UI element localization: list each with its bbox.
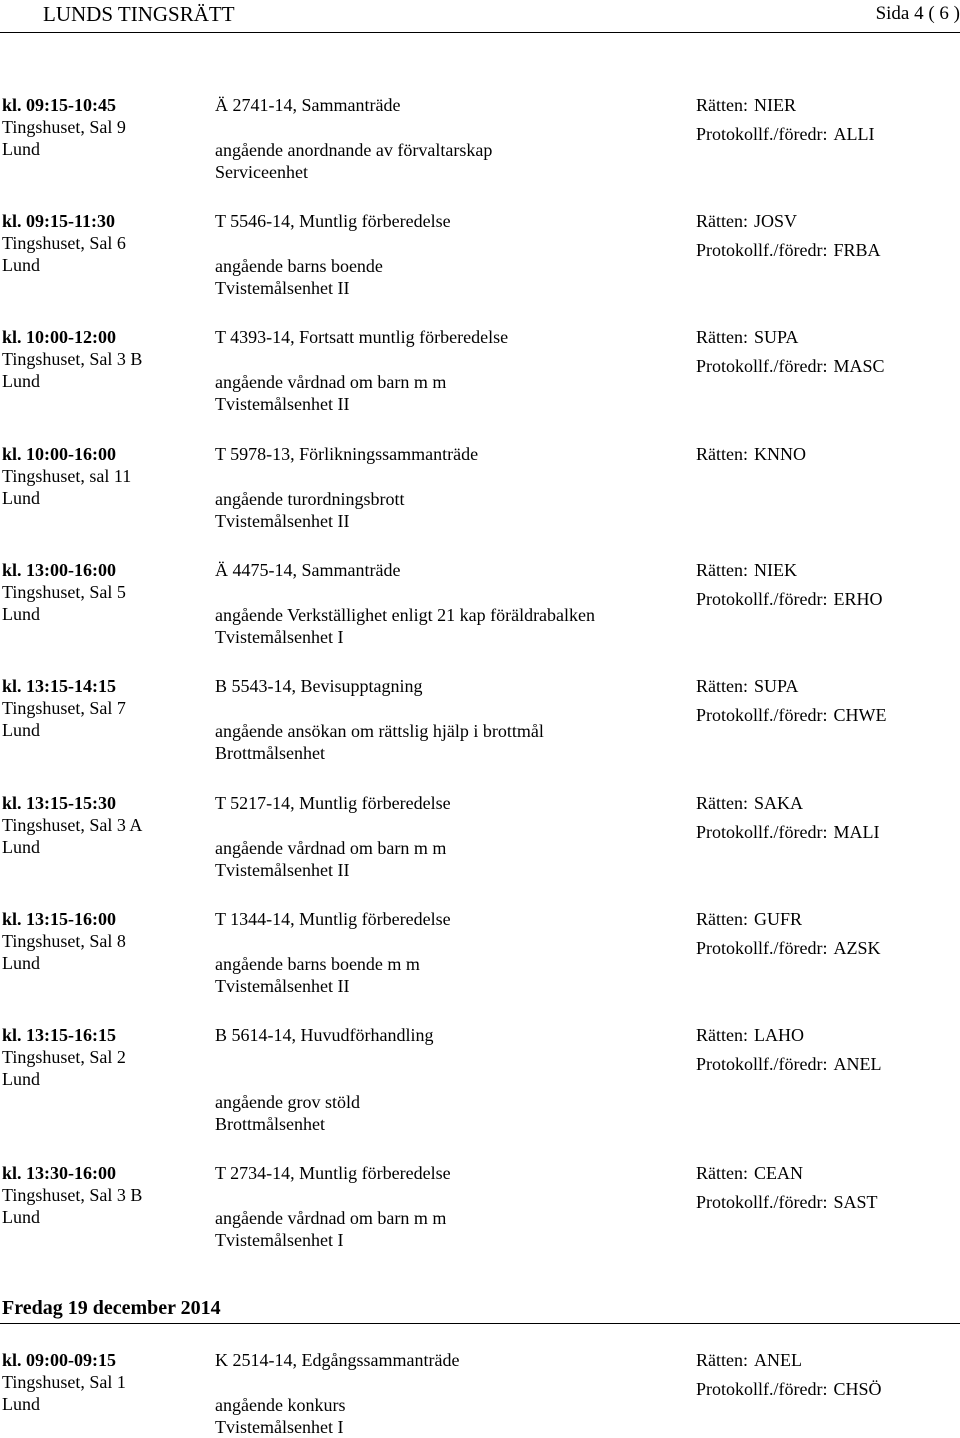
session-time: kl. 09:15-11:30 [2,211,116,231]
judge-line [696,908,802,930]
judge-line [696,210,797,232]
session-room: Tingshuset, Sal 6 [2,233,126,253]
clerk-line [696,355,885,377]
session-entry [0,1024,960,1154]
case-description: angående turordningsbrott [215,489,405,509]
court-unit: Tvistemålsenhet II [215,278,350,298]
session-room: Tingshuset, Sal 3 B [2,349,143,369]
clerk-line [696,704,886,726]
judge-label: Rätten: [696,444,748,464]
session-time: kl. 13:15-16:15 [2,1025,116,1045]
session-room: Tingshuset, Sal 8 [2,931,126,951]
case-title: T 5978-13, Förlikningssammanträde [215,444,479,464]
case-title: T 5546-14, Muntlig förberedelse [215,211,451,231]
clerk-label: Protokollf./föredr: [696,124,828,144]
clerk-code: CHSÖ [833,1379,882,1399]
session-city: Lund [2,139,40,159]
judge-line [696,675,798,697]
clerk-code: MASC [833,356,885,376]
judge-label: Rätten: [696,1163,748,1183]
court-unit: Tvistemålsenhet I [215,627,344,647]
session-entry [0,1349,960,1435]
session-entry [0,210,960,320]
court-unit: Tvistemålsenhet II [215,976,350,996]
clerk-code: ERHO [833,589,883,609]
judge-label: Rätten: [696,560,748,580]
clerk-line [696,588,882,610]
clerk-code: ANEL [833,1054,882,1074]
clerk-label: Protokollf./föredr: [696,1054,828,1074]
clerk-code: SAST [833,1192,878,1212]
session-time: kl. 10:00-12:00 [2,327,116,347]
clerk-label: Protokollf./föredr: [696,1192,828,1212]
session-city: Lund [2,604,40,624]
session-time: kl. 09:15-10:45 [2,95,116,115]
clerk-label: Protokollf./föredr: [696,240,828,260]
session-time: kl. 13:15-14:15 [2,676,116,696]
judge-line [696,443,806,465]
judge-code: SUPA [754,327,799,347]
judge-line [696,559,797,581]
court-unit: Tvistemålsenhet I [215,1230,344,1250]
case-description: angående vårdnad om barn m m [215,372,447,392]
clerk-label: Protokollf./föredr: [696,705,828,725]
clerk-code: FRBA [833,240,881,260]
session-entry [0,908,960,1018]
case-title: T 4393-14, Fortsatt muntlig förberedelse [215,327,509,347]
judge-code: ANEL [754,1350,802,1370]
case-title: K 2514-14, Edgångssammanträde [215,1350,460,1370]
judge-line [696,1349,802,1371]
case-title: Ä 2741-14, Sammanträde [215,95,401,115]
case-title: T 2734-14, Muntlig förberedelse [215,1163,451,1183]
clerk-line [696,123,874,145]
clerk-label: Protokollf./föredr: [696,938,828,958]
clerk-line [696,1378,882,1400]
session-entry [0,559,960,669]
session-entry [0,675,960,785]
case-description: angående Verkställighet enligt 21 kap föräldrabalken [215,605,596,625]
page-number: Sida 4 ( 6 ) [875,3,960,24]
clerk-code: ALLI [833,124,875,144]
session-room: Tingshuset, Sal 7 [2,698,126,718]
session-time: kl. 13:15-16:00 [2,909,116,929]
clerk-line [696,1191,878,1213]
judge-label: Rätten: [696,211,748,231]
case-description: angående barns boende m m [215,954,420,974]
judge-code: NIER [754,95,796,115]
case-description: angående anordnande av förvaltarskap [215,140,493,160]
session-entry [0,792,960,902]
clerk-label: Protokollf./föredr: [696,822,828,842]
judge-line [696,792,803,814]
judge-line [696,1024,804,1046]
case-title: Ä 4475-14, Sammanträde [215,560,401,580]
judge-code: SAKA [754,793,804,813]
day-heading: Fredag 19 december 2014 [2,1297,221,1319]
session-city: Lund [2,1069,40,1089]
court-unit: Tvistemålsenhet II [215,394,350,414]
page-header [0,0,960,33]
clerk-label: Protokollf./föredr: [696,1379,828,1399]
session-city: Lund [2,488,40,508]
judge-code: NIEK [754,560,797,580]
session-city: Lund [2,255,40,275]
session-room: Tingshuset, Sal 1 [2,1372,126,1392]
court-unit: Serviceenhet [215,162,308,182]
judge-label: Rätten: [696,95,748,115]
case-title: T 1344-14, Muntlig förberedelse [215,909,451,929]
session-room: Tingshuset, Sal 3 A [2,815,143,835]
session-time: kl. 13:15-15:30 [2,793,116,813]
case-title: T 5217-14, Muntlig förberedelse [215,793,451,813]
session-time: kl. 10:00-16:00 [2,444,116,464]
court-unit: Brottmålsenhet [215,1114,325,1134]
clerk-code: CHWE [833,705,887,725]
clerk-line [696,1053,881,1075]
judge-label: Rätten: [696,676,748,696]
court-unit: Tvistemålsenhet I [215,1417,344,1437]
judge-code: GUFR [754,909,803,929]
case-description: angående vårdnad om barn m m [215,838,447,858]
clerk-label: Protokollf./föredr: [696,356,828,376]
case-description: angående ansökan om rättslig hjälp i brottmål [215,721,544,741]
session-city: Lund [2,837,40,857]
case-title: B 5543-14, Bevisupptagning [215,676,423,696]
session-time: kl. 09:00-09:15 [2,1350,116,1370]
clerk-label: Protokollf./föredr: [696,589,828,609]
case-description: angående barns boende [215,256,383,276]
case-description: angående grov stöld [215,1092,360,1112]
judge-code: JOSV [754,211,798,231]
session-room: Tingshuset, Sal 2 [2,1047,126,1067]
judge-label: Rätten: [696,793,748,813]
case-description: angående vårdnad om barn m m [215,1208,447,1228]
session-entry [0,326,960,436]
clerk-line [696,937,881,959]
session-city: Lund [2,953,40,973]
session-room: Tingshuset, sal 11 [2,466,132,486]
session-time: kl. 13:30-16:00 [2,1163,116,1183]
judge-label: Rätten: [696,1350,748,1370]
court-name: LUNDS TINGSRÄTT [43,2,235,26]
session-city: Lund [2,1207,40,1227]
session-city: Lund [2,371,40,391]
court-unit: Tvistemålsenhet II [215,860,350,880]
session-room: Tingshuset, Sal 3 B [2,1185,143,1205]
session-city: Lund [2,720,40,740]
clerk-code: MALI [833,822,880,842]
judge-line [696,326,798,348]
judge-line [696,94,796,116]
case-description: angående konkurs [215,1395,346,1415]
session-entry [0,94,960,204]
session-entry [0,1162,960,1272]
clerk-line [696,821,879,843]
judge-code: KNNO [754,444,806,464]
court-unit: Brottmålsenhet [215,743,325,763]
session-entry [0,443,960,553]
day-divider [0,1323,960,1324]
judge-code: CEAN [754,1163,803,1183]
judge-label: Rätten: [696,1025,748,1045]
court-unit: Tvistemålsenhet II [215,511,350,531]
clerk-code: AZSK [833,938,881,958]
session-room: Tingshuset, Sal 5 [2,582,126,602]
session-room: Tingshuset, Sal 9 [2,117,126,137]
clerk-line [696,239,881,261]
judge-code: SUPA [754,676,799,696]
judge-code: LAHO [754,1025,804,1045]
session-city: Lund [2,1394,40,1414]
case-title: B 5614-14, Huvudförhandling [215,1025,434,1045]
judge-line [696,1162,803,1184]
judge-label: Rätten: [696,909,748,929]
judge-label: Rätten: [696,327,748,347]
session-time: kl. 13:00-16:00 [2,560,116,580]
